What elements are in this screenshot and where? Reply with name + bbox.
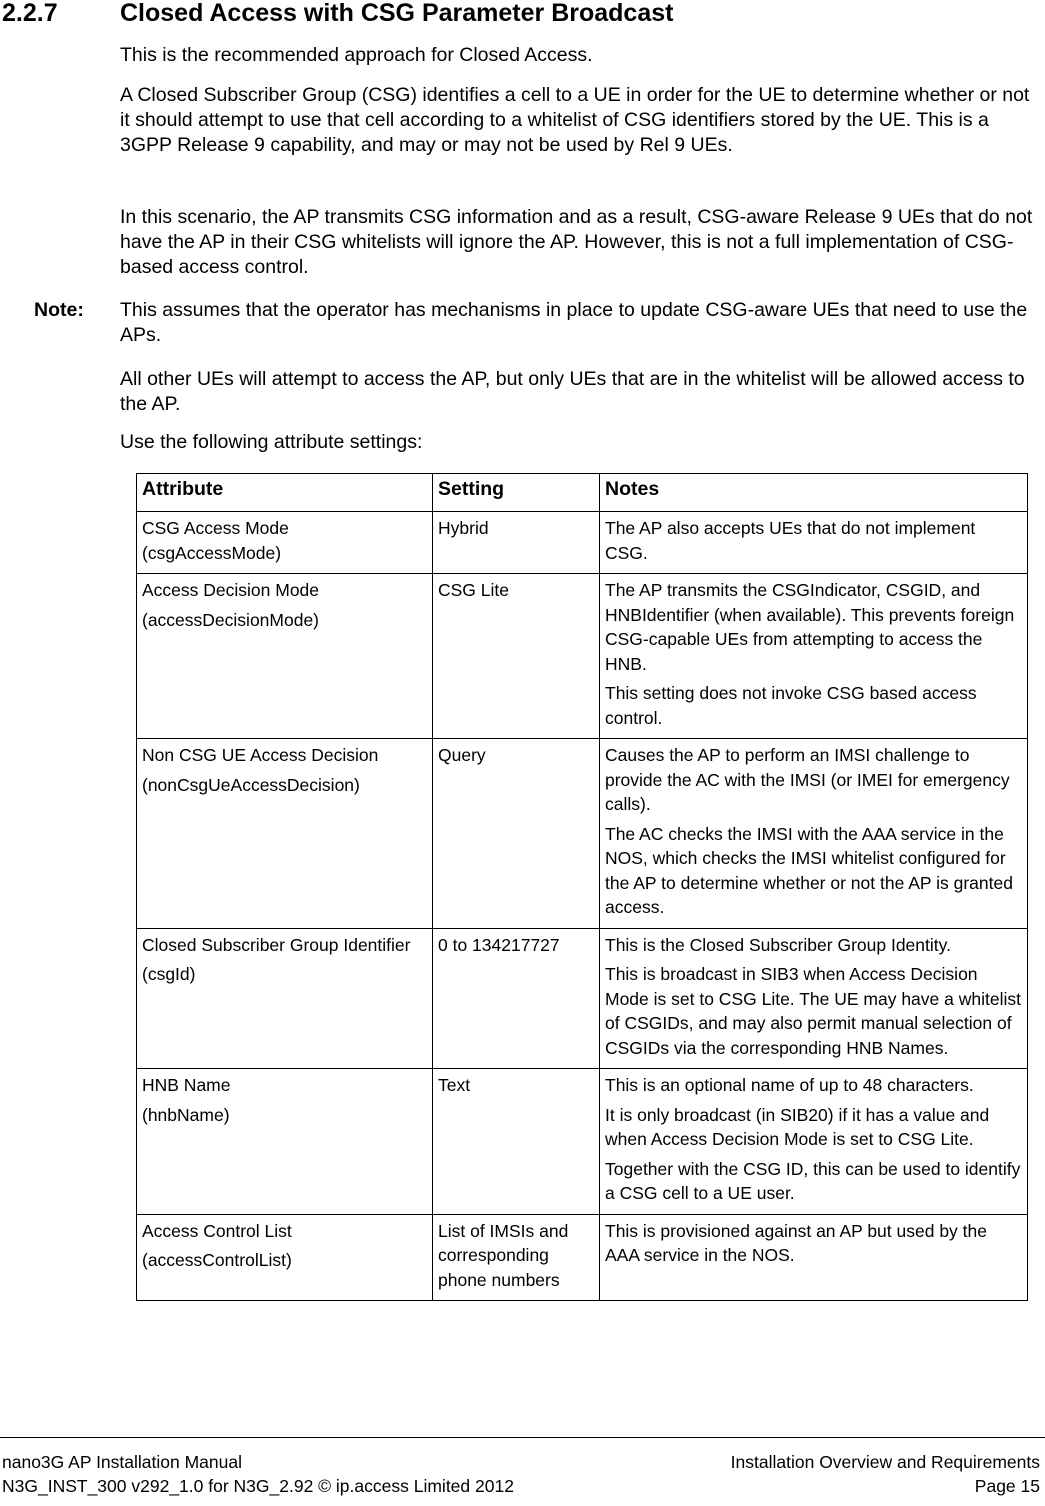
attribute-cell (137, 928, 433, 1069)
attribute-text: Non CSG UE Access Decision (142, 745, 379, 765)
notes-text: The AP transmits the CSGIndicator, CSGID, and HNBIdentifier (when available). This prevents foreign CSG-capable UEs from attempting to access the HNB. (605, 580, 1015, 674)
note-label: Note: (34, 299, 84, 321)
setting-cell (433, 574, 600, 739)
section-number: 2.2.7 (2, 0, 58, 27)
header-attribute: Attribute (137, 474, 433, 512)
notes-cell (600, 512, 1028, 574)
attribute-text: HNB Name (142, 1075, 231, 1095)
setting-text: Hybrid (438, 518, 489, 538)
attribute-parameter: (hnbName) (142, 1104, 230, 1125)
notes-text: Together with the CSG ID, this can be used to identify a CSG cell to a UE user. (605, 1158, 1021, 1203)
footer-chapter-title: Installation Overview and Requirements (730, 1452, 1040, 1472)
attribute-text: Access Decision Mode (142, 580, 320, 600)
notes-text: Causes the AP to perform an IMSI challenge to provide the AC with the IMSI (or IMEI for emergency calls). (605, 745, 1010, 814)
attribute-text: Closed Subscriber Group Identifier (142, 934, 411, 955)
notes-text: It is only broadcast (in SIB20) if it has a value and when Access Decision Mode is set to CSG Lite. (605, 1104, 990, 1149)
setting-cell (433, 928, 600, 1069)
attribute-text: Access Control List (142, 1220, 292, 1241)
paragraph-scenario: In this scenario, the AP transmits CSG information and as a result, CSG-aware Release 9 UEs that do not have the AP in their CSG whitelists will ignore the AP. However, this is not a full implementation of CSG-based access control. (120, 206, 1033, 278)
table-row (137, 739, 1028, 929)
attribute-cell (137, 1069, 433, 1215)
notes-text: The AP also accepts UEs that do not implement CSG. (605, 518, 976, 563)
attribute-settings-table (136, 473, 1028, 1301)
setting-text: Query (438, 745, 486, 765)
setting-text: 0 to 134217727 (438, 934, 560, 955)
notes-text: The AC checks the IMSI with the AAA service in the NOS, which checks the IMSI whitelist configured for the AP to determine whether or not the AP is granted access. (605, 823, 1013, 917)
setting-text: CSG Lite (438, 580, 509, 600)
setting-text: Text (438, 1075, 471, 1095)
attribute-text: CSG Access Mode (csgAccessMode) (142, 518, 289, 563)
table-row (137, 512, 1028, 574)
table-row (137, 1214, 1028, 1301)
table-row (137, 574, 1028, 739)
notes-cell (600, 739, 1028, 929)
table-row (137, 1069, 1028, 1215)
footer-page-number: Page 15 (974, 1476, 1040, 1496)
footer-divider (0, 1437, 1045, 1438)
table-header-row (137, 474, 1028, 512)
paragraph-csg-definition: A Closed Subscriber Group (CSG) identifies a cell to a UE in order for the UE to determine whether or not it should attempt to use that cell according to a whitelist of CSG identifiers stored by the UE. This is a 3GPP Release 9 capability, and may or may not be used by Rel 9 UEs. (120, 84, 1030, 156)
attribute-cell (137, 574, 433, 739)
attribute-cell (137, 1214, 433, 1301)
note-text: This assumes that the operator has mechanisms in place to update CSG-aware UEs that need to use the APs. (120, 299, 1028, 346)
notes-text: This is provisioned against an AP but used by the AAA service in the NOS. (605, 1220, 988, 1265)
header-setting: Setting (433, 474, 600, 512)
table-row (137, 928, 1028, 1069)
notes-cell (600, 1214, 1028, 1301)
notes-text: This is broadcast in SIB3 when Access Decision Mode is set to CSG Lite. The UE may have a whitelist of CSGIDs, and may also permit manual selection of CSGIDs via the corresponding HNB Names. (605, 964, 1021, 1058)
paragraph-use-settings: Use the following attribute settings: (120, 431, 423, 453)
setting-cell (433, 512, 600, 574)
footer-document-id: N3G_INST_300 v292_1.0 for N3G_2.92 © ip.access Limited 2012 (2, 1476, 514, 1496)
paragraph-intro: This is the recommended approach for Closed Access. (120, 44, 593, 66)
notes-cell (600, 1069, 1028, 1215)
notes-text: This is an optional name of up to 48 characters. (605, 1075, 974, 1095)
notes-cell (600, 928, 1028, 1069)
attribute-parameter: (accessControlList) (142, 1250, 292, 1270)
attribute-parameter: (accessDecisionMode) (142, 609, 320, 630)
setting-cell (433, 1069, 600, 1215)
header-notes: Notes (600, 474, 1028, 512)
notes-text: This is the Closed Subscriber Group Identity. (605, 934, 951, 955)
paragraph-other-ues: All other UEs will attempt to access the AP, but only UEs that are in the whitelist will be allowed access to the AP. (120, 368, 1025, 415)
setting-cell (433, 739, 600, 929)
footer-manual-title: nano3G AP Installation Manual (2, 1452, 242, 1472)
attribute-cell (137, 739, 433, 929)
setting-text: List of IMSIs and corresponding phone numbers (438, 1220, 569, 1290)
setting-cell (433, 1214, 600, 1301)
section-title: Closed Access with CSG Parameter Broadcast (120, 0, 674, 27)
notes-cell (600, 574, 1028, 739)
attribute-parameter: (nonCsgUeAccessDecision) (142, 774, 360, 795)
attribute-cell (137, 512, 433, 574)
notes-text: This setting does not invoke CSG based access control. (605, 683, 977, 728)
attribute-parameter: (csgId) (142, 964, 196, 984)
